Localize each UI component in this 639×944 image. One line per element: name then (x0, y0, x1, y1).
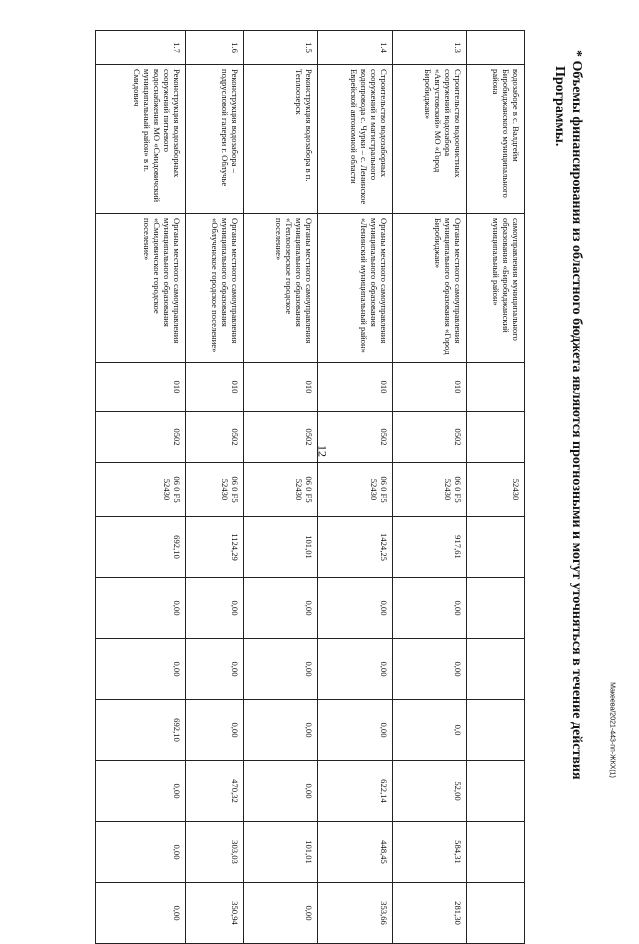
amount-cell: 0,00 (392, 639, 466, 700)
executor: Органы местного самоуправления муниципального образования «Теплоозерское городское поселение» (244, 214, 318, 363)
amount-cell: 101,01 (244, 517, 318, 578)
amount-cell: 303,03 (185, 822, 243, 883)
financing-table (95, 30, 525, 944)
amount-cell: 0,00 (96, 822, 186, 883)
amount-cell: 353,66 (318, 883, 392, 944)
footnote-line-2: Программы. (552, 66, 567, 147)
amount-cell: 281,30 (392, 883, 466, 944)
amount-cell (466, 883, 524, 944)
table-row (185, 31, 243, 944)
amount-cell (466, 822, 524, 883)
grbs-code: 010 (318, 363, 392, 412)
grbs-code: 010 (244, 363, 318, 412)
csr-code: 06 0 F5 52430 (96, 463, 186, 517)
amount-cell (466, 517, 524, 578)
financing-table-wrap (95, 30, 525, 925)
csr-code: 52430 (466, 463, 524, 517)
amount-cell: 1424,25 (318, 517, 392, 578)
footnote-line-1: * Объемы финансирования из областного бюджета являются прогнозными и могут уточняться в течение действия (569, 50, 584, 780)
executor: Органы местного самоуправления муниципального образования «Ленинский муниципальный район» (318, 214, 392, 363)
document-code: Макеева/2021-443-пп-ЖКХ(1) (608, 682, 616, 778)
amount-cell: 448,45 (318, 822, 392, 883)
amount-cell: 0,00 (244, 578, 318, 639)
table-row (96, 31, 186, 944)
amount-cell: 52,00 (392, 761, 466, 822)
amount-cell: 101,01 (244, 822, 318, 883)
amount-cell: 0,00 (318, 700, 392, 761)
event-name: Реконструкция водозабора в п. Теплоозерск (244, 65, 318, 214)
rzpr-code: 0502 (318, 412, 392, 463)
rzpr-code: 0502 (96, 412, 186, 463)
table-row (244, 31, 318, 944)
amount-cell: 917,61 (392, 517, 466, 578)
executor: Органы местного самоуправления муниципального образования «Облученское городское поселение» (185, 214, 243, 363)
amount-cell: 0,00 (318, 578, 392, 639)
amount-cell: 0,00 (244, 700, 318, 761)
amount-cell (466, 578, 524, 639)
table-body (96, 31, 525, 944)
amount-cell (466, 761, 524, 822)
row-number: 1.6 (185, 31, 243, 65)
csr-code: 06 0 F5 52430 (185, 463, 243, 517)
amount-cell: 0,0 (392, 700, 466, 761)
row-number: 1.3 (392, 31, 466, 65)
row-number: 1.5 (244, 31, 318, 65)
amount-cell: 692,10 (96, 700, 186, 761)
rzpr-code: 0502 (392, 412, 466, 463)
grbs-code: 010 (96, 363, 186, 412)
amount-cell: 622,14 (318, 761, 392, 822)
rzpr-code (466, 412, 524, 463)
executor: самоуправления муниципального образования «Биробиджанский муниципальный район» (466, 214, 524, 363)
row-number: 1.7 (96, 31, 186, 65)
row-number: 1.4 (318, 31, 392, 65)
footnote (551, 50, 585, 870)
csr-code: 06 0 F5 52430 (392, 463, 466, 517)
amount-cell: 0,00 (244, 761, 318, 822)
amount-cell: 584,31 (392, 822, 466, 883)
amount-cell: 0,00 (96, 761, 186, 822)
amount-cell: 0,00 (185, 639, 243, 700)
amount-cell: 0,00 (96, 578, 186, 639)
event-name: водозаборе в с. Валдгейм Биробиджанского муниципального района (466, 65, 524, 214)
amount-cell: 1124,29 (185, 517, 243, 578)
amount-cell: 0,00 (392, 578, 466, 639)
grbs-code (466, 363, 524, 412)
amount-cell: 350,94 (185, 883, 243, 944)
grbs-code: 010 (185, 363, 243, 412)
amount-cell: 0,00 (244, 639, 318, 700)
amount-cell (466, 639, 524, 700)
csr-code: 06 0 F5 52430 (244, 463, 318, 517)
rzpr-code: 0502 (244, 412, 318, 463)
amount-cell (466, 700, 524, 761)
amount-cell: 0,00 (185, 578, 243, 639)
amount-cell: 0,00 (244, 883, 318, 944)
table-row (318, 31, 392, 944)
table-row (466, 31, 524, 944)
amount-cell: 0,00 (96, 883, 186, 944)
executor: Органы местного самоуправления муниципального образования «Смидовичское городское поселение» (96, 214, 186, 363)
amount-cell: 0,00 (318, 639, 392, 700)
event-name: Строительство водозаборных сооружений и магистрального водопровода с. Чурки – с. Ленинское Еврейской автономной области (318, 65, 392, 214)
event-name: Строительство водоочистных сооружений водозабора «Августовский» МО «Город Биробиджан» (392, 65, 466, 214)
table-row (392, 31, 466, 944)
grbs-code: 010 (392, 363, 466, 412)
amount-cell: 470,32 (185, 761, 243, 822)
amount-cell: 692,10 (96, 517, 186, 578)
executor: Органы местного самоуправления муниципального образования «Город Биробиджан» (392, 214, 466, 363)
rzpr-code: 0502 (185, 412, 243, 463)
amount-cell: 0,00 (96, 639, 186, 700)
event-name: Реконструкция водозабора – подрусловой галереи г. Облучье (185, 65, 243, 214)
page-number: 12 (315, 445, 330, 457)
csr-code: 06 0 F5 52430 (318, 463, 392, 517)
event-name: Реконструкция водозаборных сооружений питьевого водоснабжения МО «Смидовичский муниципальный район» в п. Смидович (96, 65, 186, 214)
row-number (466, 31, 524, 65)
amount-cell: 0,00 (185, 700, 243, 761)
